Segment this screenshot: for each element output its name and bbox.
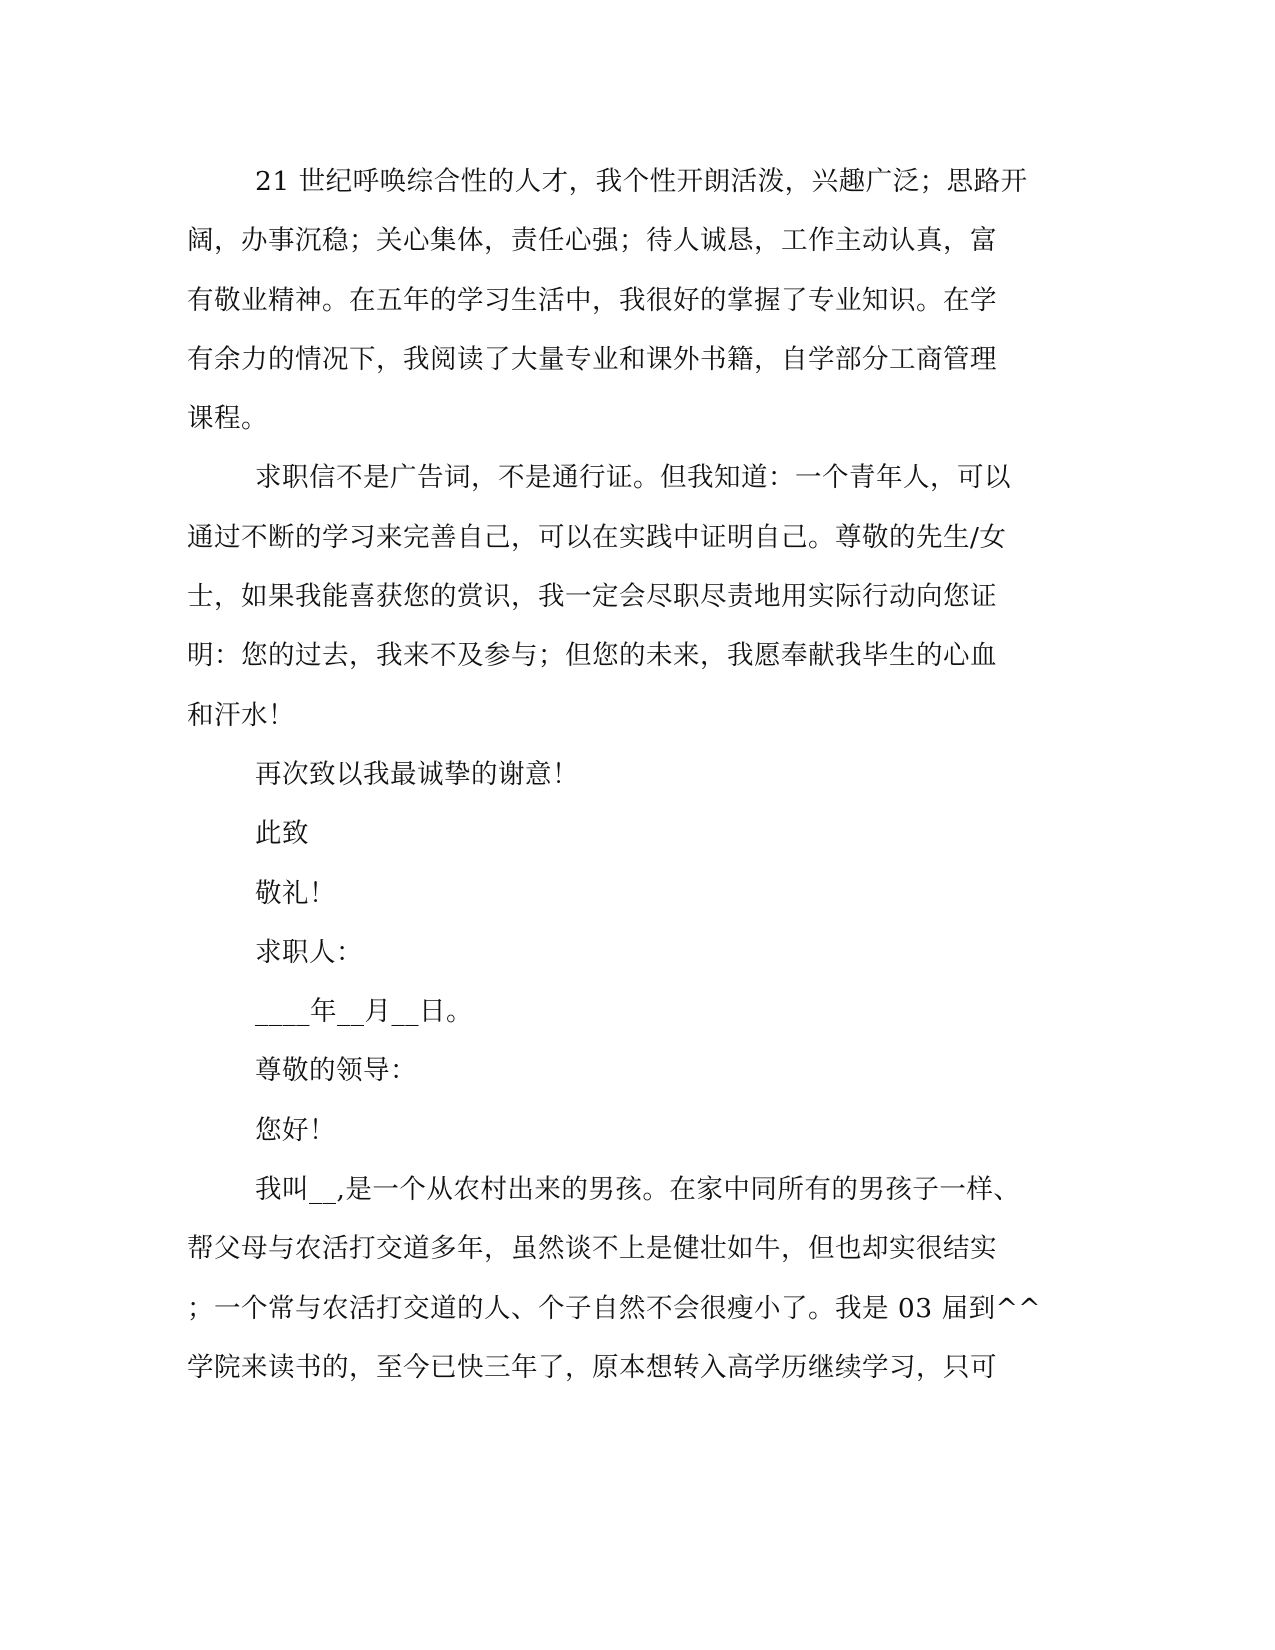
text-line: 明：您的过去，我来不及参与；但您的未来，我愿奉献我毕生的心血 [187, 640, 997, 672]
text-line: ；一个常与农活打交道的人、个子自然不会很瘦小了。我是 03 届到^^ [187, 1292, 1041, 1324]
text-line: 我叫__,是一个从农村出来的男孩。在家中同所有的男孩子一样、 [255, 1174, 1021, 1206]
text-line: 此致 [255, 818, 309, 850]
text-line: 求职信不是广告词，不是通行证。但我知道：一个青年人，可以 [255, 462, 1011, 494]
text-line: 求职人： [255, 936, 363, 968]
document-body [187, 152, 1067, 1397]
text-line: 士，如果我能喜获您的赏识，我一定会尽职尽责地用实际行动向您证 [187, 581, 997, 613]
text-line: 通过不断的学习来完善自己，可以在实践中证明自己。尊敬的先生/女 [187, 521, 1007, 553]
text-line: 敬礼！ [255, 877, 336, 909]
text-line: 有敬业精神。在五年的学习生活中，我很好的掌握了专业知识。在学 [187, 284, 997, 316]
text-line: 21 世纪呼唤综合性的人才，我个性开朗活泼，兴趣广泛；思路开 [255, 166, 1028, 197]
text-line: 和汗水！ [187, 699, 295, 731]
text-line: 帮父母与农活打交道多年，虽然谈不上是健壮如牛，但也却实很结实 [187, 1233, 997, 1265]
text-line: 学院来读书的，至今已快三年了，原本想转入高学历继续学习，只可 [187, 1351, 997, 1383]
text-line: 您好！ [255, 1114, 336, 1146]
text-line: ____年__月__日。 [255, 996, 473, 1028]
text-line: 课程。 [187, 403, 268, 435]
text-line: 有余力的情况下，我阅读了大量专业和课外书籍，自学部分工商管理 [187, 343, 997, 375]
text-line: 阔，办事沉稳；关心集体，责任心强；待人诚恳，工作主动认真，富 [187, 225, 997, 257]
text-line: 尊敬的领导： [255, 1055, 417, 1087]
text-line: 再次致以我最诚挚的谢意！ [255, 758, 579, 790]
